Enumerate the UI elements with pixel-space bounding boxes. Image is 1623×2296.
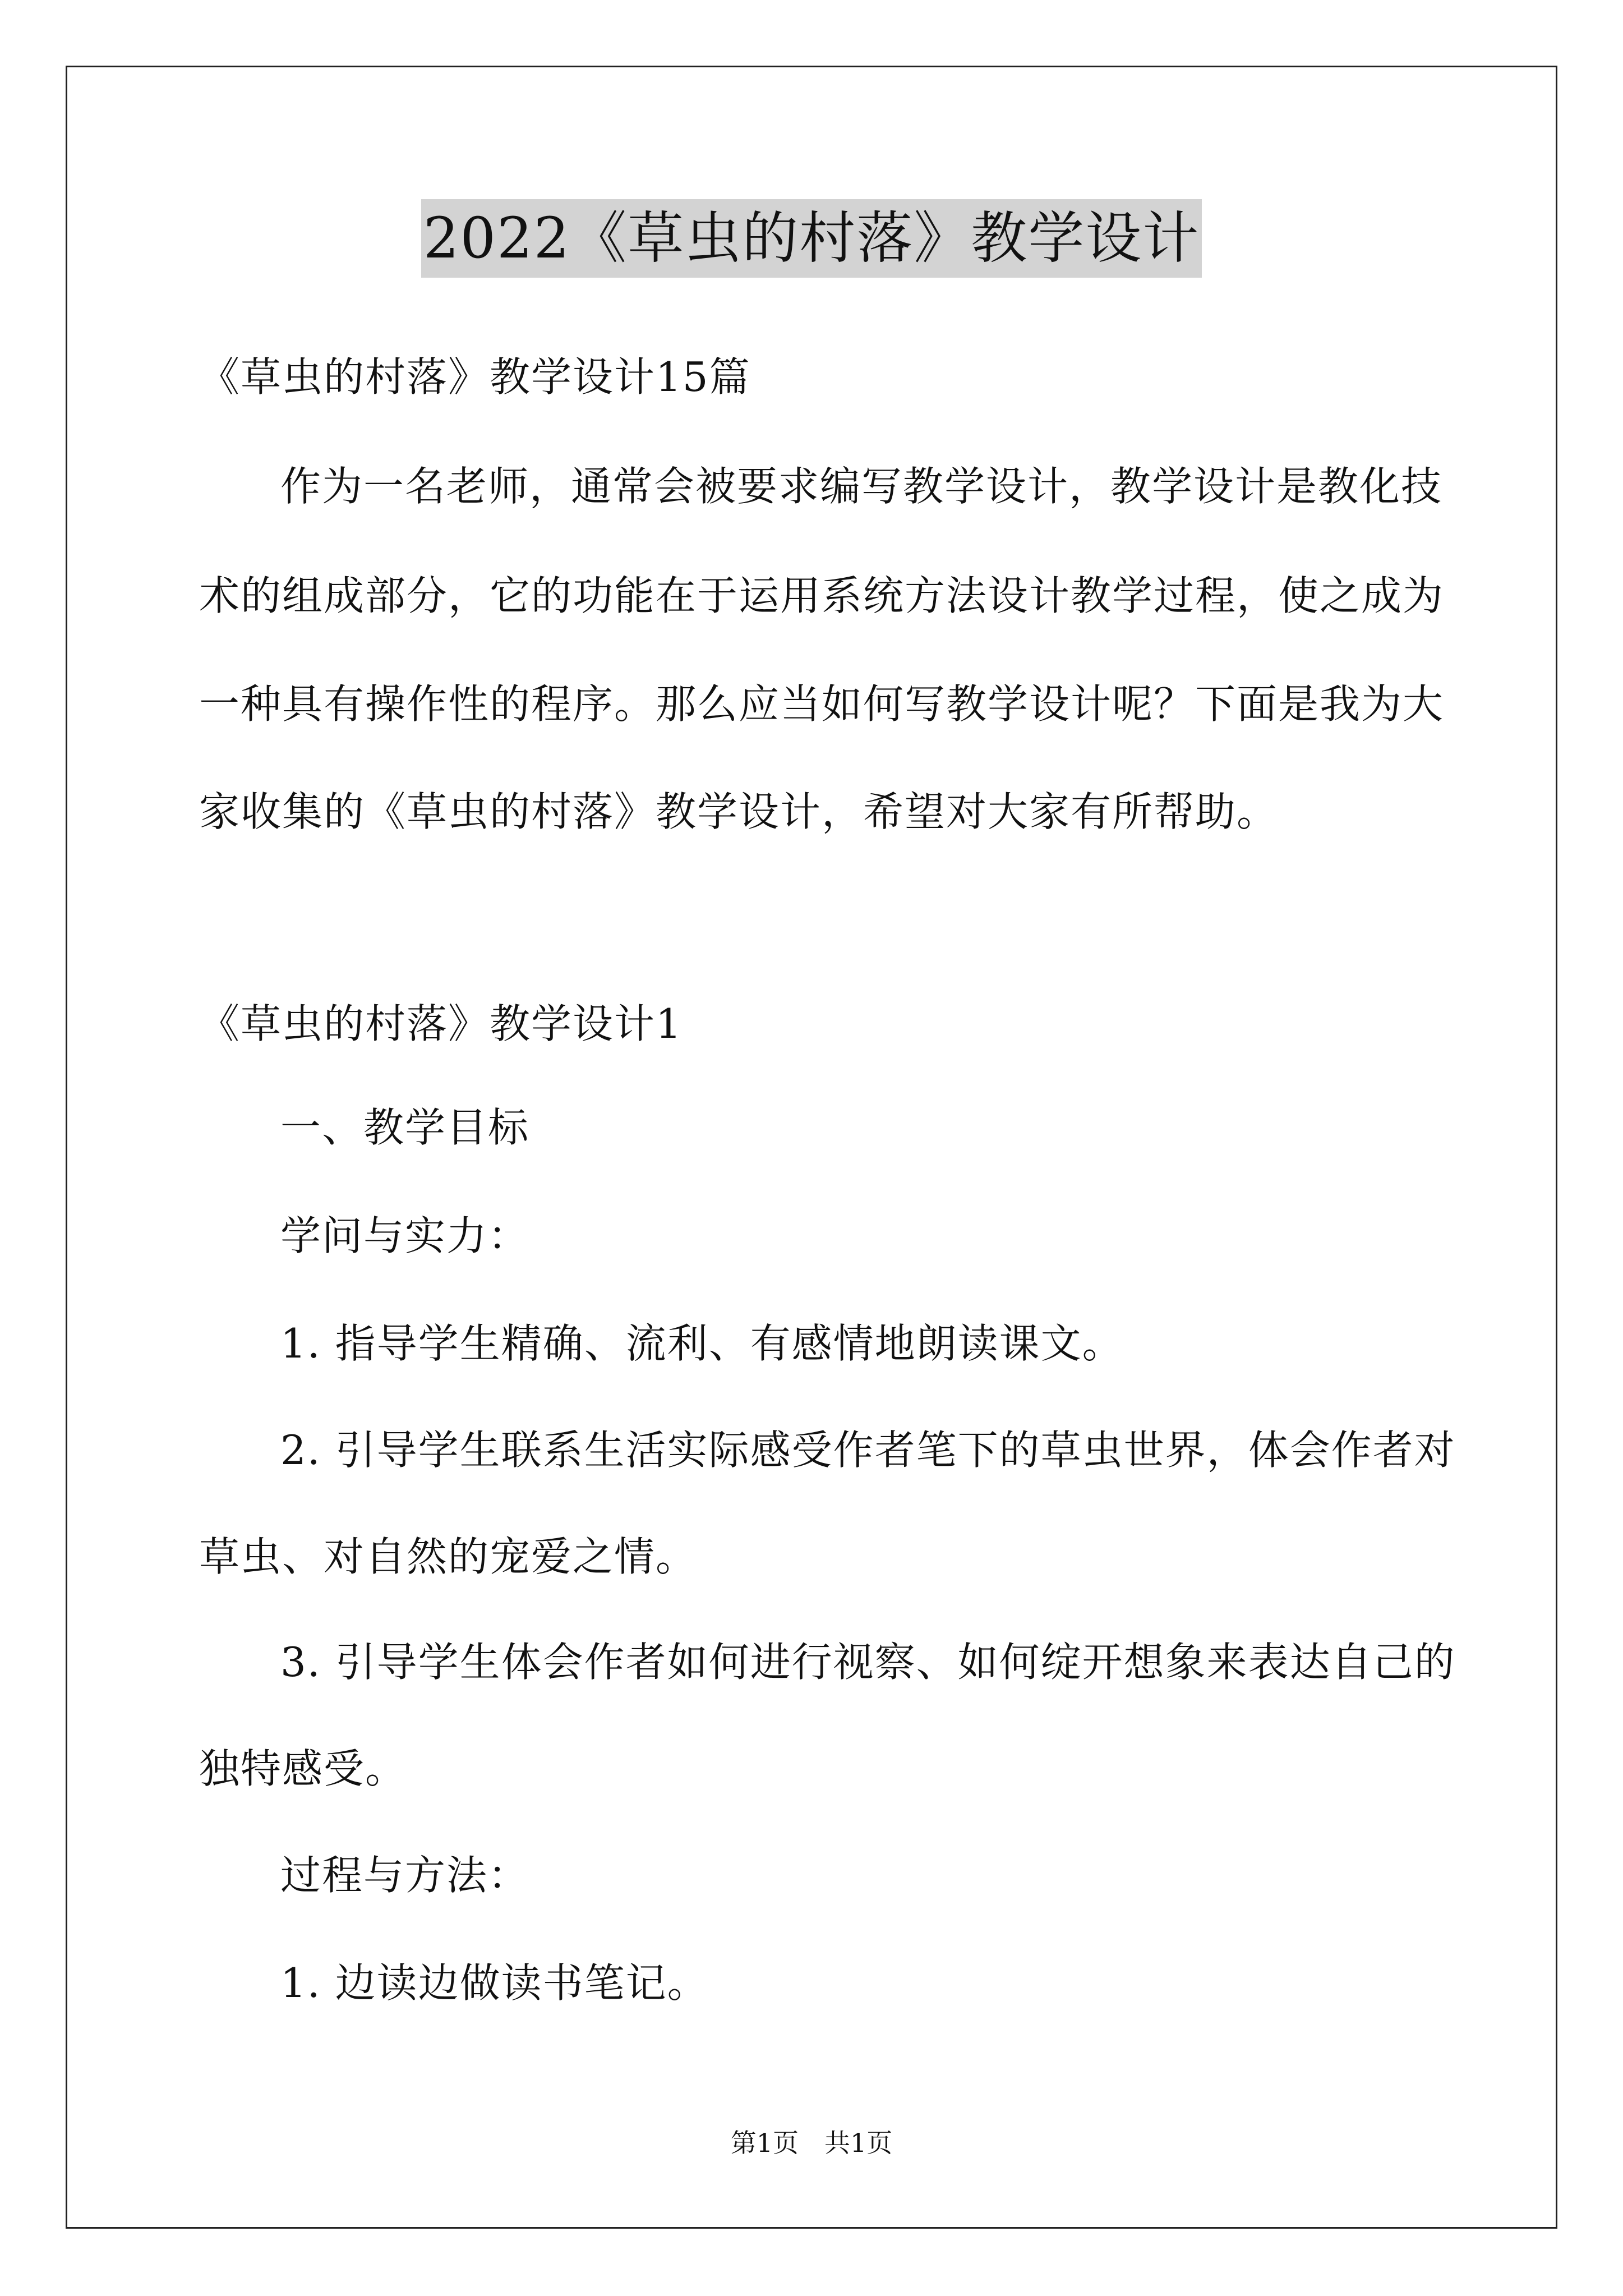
list-item-3-line-2: 独特感受。 [199, 1745, 407, 1792]
process-heading: 过程与方法： [280, 1852, 530, 1899]
intro-line-1: 作为一名老师，通常会被要求编写教学设计，教学设计是教化技 [280, 463, 1443, 510]
goal-heading: 一、教学目标 [280, 1104, 530, 1151]
intro-line-3: 一种具有操作性的程序。那么应当如何写教学设计呢？下面是我为大 [199, 680, 1445, 728]
page-footer: 第1页 共1页 [730, 2128, 893, 2158]
title-container [0, 199, 1623, 278]
intro-line-4: 家收集的《草虫的村落》教学设计，希望对大家有所帮助。 [199, 788, 1279, 835]
subtitle: 《草虫的村落》教学设计15篇 [199, 353, 751, 401]
list-item-3-line-1: 3. 引导学生体会作者如何进行视察、如何绽开想象来表达自己的 [280, 1639, 1456, 1686]
knowledge-heading: 学问与实力： [280, 1212, 530, 1259]
section-heading: 《草虫的村落》教学设计1 [199, 1000, 683, 1047]
process-item-1: 1. 边读边做读书笔记。 [280, 1959, 709, 2007]
list-item-1: 1. 指导学生精确、流利、有感情地朗读课文。 [280, 1320, 1124, 1367]
list-item-2-line-2: 草虫、对自然的宠爱之情。 [199, 1533, 698, 1580]
intro-line-2: 术的组成部分，它的功能在于运用系统方法设计教学过程，使之成为 [199, 572, 1445, 619]
list-item-2-line-1: 2. 引导学生联系生活实际感受作者笔下的草虫世界，体会作者对 [280, 1427, 1456, 1474]
document-title: 2022《草虫的村落》教学设计 [421, 199, 1202, 278]
